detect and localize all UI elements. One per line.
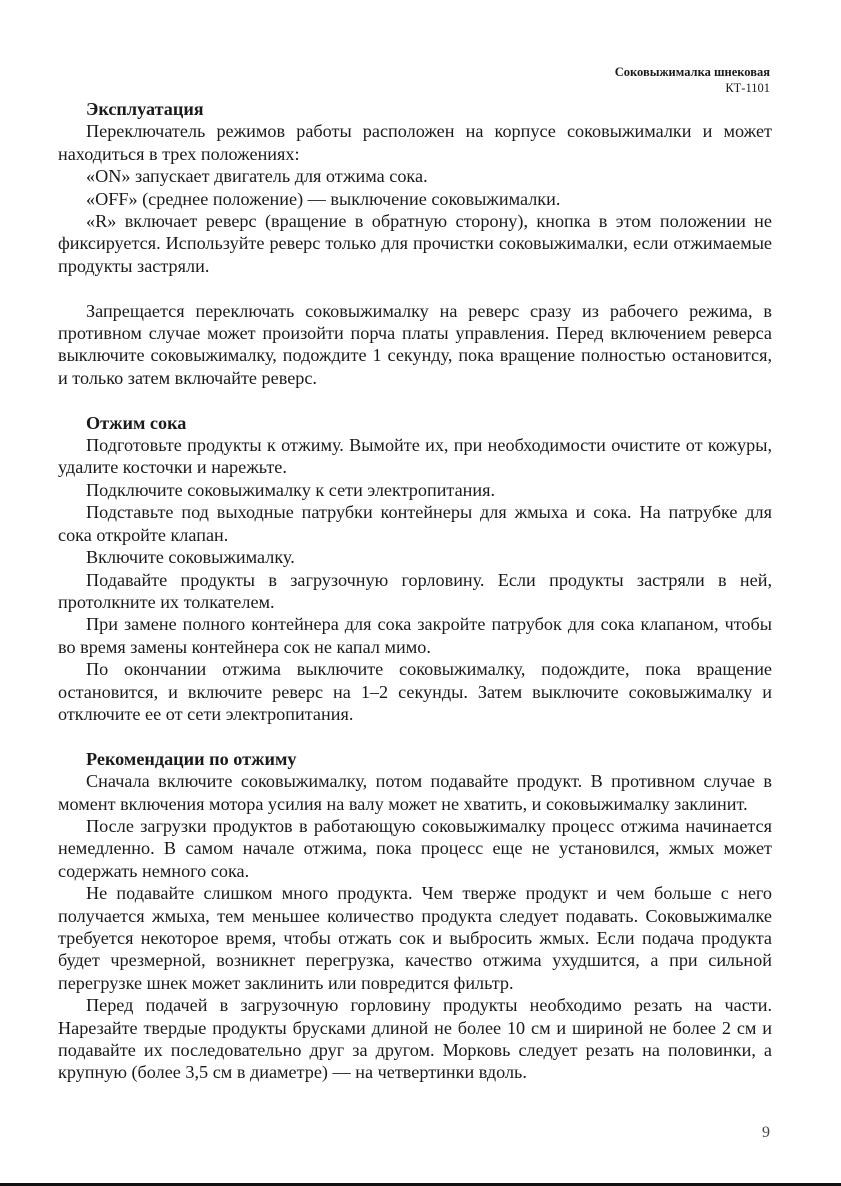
spacer <box>58 277 772 299</box>
section-heading-juicing: Отжим сока <box>86 412 187 433</box>
paragraph: Подключите соковыжималку к сети электропитания. <box>86 479 496 500</box>
page-header <box>615 64 770 96</box>
paragraph: Перед подачей в загрузочную горловину продукты необходимо резать на части. Нарезайте твердые продукты брусками длиной не более 10 см и шириной не более 2 см и подавайте их последовательно друг за другом. Морковь следует резать на половинки, а крупную (более 3,5 см в диаметре) — на четвертинки вдоль. <box>58 995 772 1083</box>
product-model: КТ-1101 <box>725 81 770 95</box>
spacer <box>58 725 772 747</box>
product-title: Соковыжималка шнековая <box>614 65 770 79</box>
paragraph: Не подавайте слишком много продукта. Чем тверже продукт и чем больше с него получается жмыха, тем меньшее количество продукта следует подавать. Соковыжималке требуется некоторое время, чтобы отжать сок и выбросить жмых. Если подача продукта будет чрезмерной, возникнет перегрузка, качество отжима ухудшится, а при сильной перегрузке шнек может заклинить или повредится фильтр. <box>58 883 772 993</box>
page-number: 9 <box>762 1124 770 1141</box>
paragraph: Переключатель режимов работы расположен на корпусе соковыжималки и может находиться в трех положениях: <box>58 121 772 164</box>
paragraph: После загрузки продуктов в работающую соковыжималку процесс отжима начинается немедленно. В самом начале отжима, пока процесс еще не установился, жмых может содержать немного сока. <box>58 815 772 881</box>
paragraph: «R» включает реверс (вращение в обратную сторону), кнопка в этом положении не фиксируется. Используйте реверс только для прочистки соковыжималки, если отжимаемые продукты застряли. <box>58 211 772 276</box>
paragraph: «ON» запускает двигатель для отжима сока. <box>86 166 428 187</box>
paragraph: Запрещается переключать соковыжималку на реверс сразу из рабочего режима, в противном случае может произойти порча платы управления. Перед включением реверса выключите соковыжималку, подождите 1 секунду, пока вращение полностью остановится, и только затем включайте реверс. <box>58 300 772 388</box>
paragraph: При замене полного контейнера для сока закройте патрубок для сока клапаном, чтобы во время замены контейнера сок не капал мимо. <box>58 614 772 657</box>
paragraph: Сначала включите соковыжималку, потом подавайте продукт. В противном случае в момент включения мотора усилия на валу может не хватить, и соковыжималку заклинит. <box>58 771 772 814</box>
paragraph: Включите соковыжималку. <box>86 547 295 568</box>
spacer <box>58 389 772 411</box>
page-content <box>58 98 772 1084</box>
section-heading-recommendations: Рекомендации по отжиму <box>86 748 297 769</box>
section-heading-operation: Эксплуатация <box>86 99 204 119</box>
paragraph: По окончании отжима выключите соковыжималку, подождите, пока вращение остановится, и включите реверс на 1–2 секунды. Затем выключите соковыжималку и отключите ее от сети электропитания. <box>58 659 772 724</box>
paragraph: Подставьте под выходные патрубки контейнеры для жмыха и сока. На патрубке для сока откройте клапан. <box>58 502 772 545</box>
paragraph: «OFF» (среднее положение) — выключение соковыжималки. <box>86 188 561 209</box>
paragraph: Подавайте продукты в загрузочную горловину. Если продукты застряли в ней, протолкните их толкателем. <box>58 569 772 612</box>
paragraph: Подготовьте продукты к отжиму. Вымойте их, при необходимости очистите от кожуры, удалите косточки и нарежьте. <box>58 435 772 478</box>
